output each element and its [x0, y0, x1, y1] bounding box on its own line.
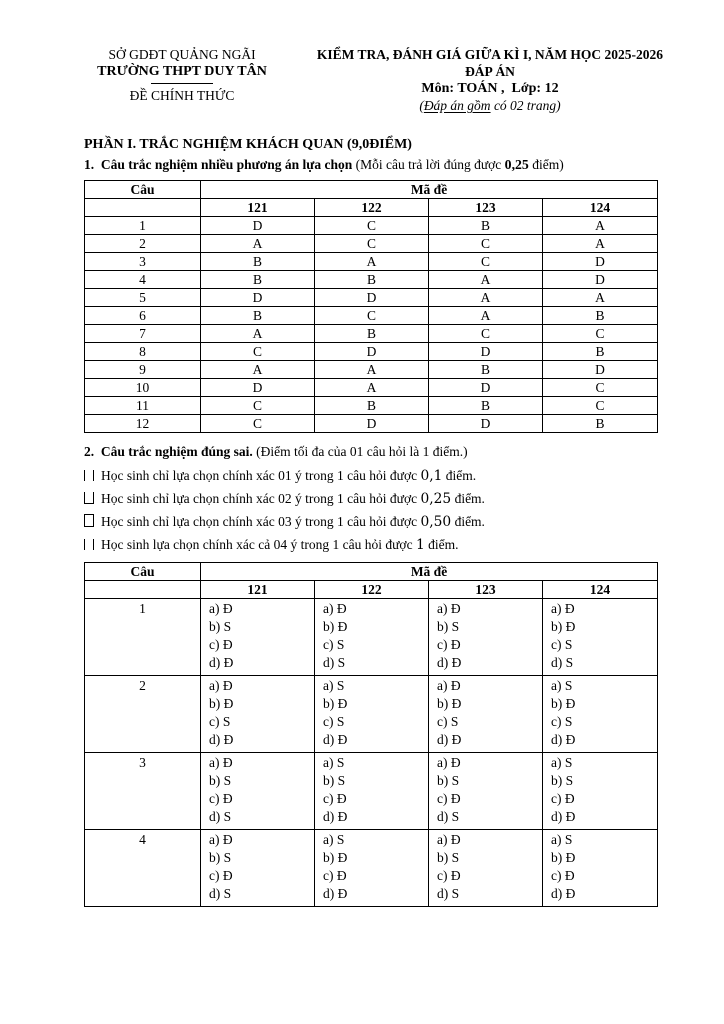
- answer-line: c) Đ: [437, 791, 461, 806]
- mcq-head-row-1: [85, 181, 658, 199]
- scoring-rule-line: [84, 513, 700, 531]
- checkbox-bars-icon: [84, 470, 94, 481]
- answer-cell: D: [429, 379, 543, 397]
- answer-line: b) Đ: [437, 696, 462, 711]
- answer-line: c) Đ: [437, 868, 461, 883]
- q2-lead: 2. Câu trắc nghiệm đúng sai.: [84, 444, 257, 459]
- answer-cell: B: [543, 343, 658, 361]
- answer-line: c) S: [551, 637, 573, 652]
- answer-cell: D: [429, 415, 543, 433]
- question-type-1-line: [84, 156, 700, 174]
- exam-title: KIỂM TRA, ĐÁNH GIÁ GIỮA KÌ I, NĂM HỌC 2025-2026: [316, 47, 664, 62]
- answer-cell: B: [201, 307, 315, 325]
- answer-line: b) S: [209, 850, 232, 865]
- answer-cell: [429, 599, 543, 676]
- answer-line: a) S: [323, 678, 345, 693]
- answer-line: c) Đ: [323, 868, 347, 883]
- code-header-123: 123: [429, 581, 543, 599]
- rule-tail: điểm.: [424, 537, 459, 552]
- question-number: 3: [85, 253, 201, 271]
- note-rest: có 02 trang): [490, 98, 561, 113]
- table-row: [85, 217, 658, 235]
- rule-tail: điểm.: [451, 514, 485, 529]
- rule-tail: điểm.: [451, 491, 485, 506]
- answer-cell: [429, 753, 543, 830]
- answer-cell: A: [315, 379, 429, 397]
- answer-line: a) Đ: [323, 601, 347, 616]
- code-header-122: 122: [315, 581, 429, 599]
- rule-tail: điểm.: [442, 468, 477, 483]
- answer-cell: A: [543, 217, 658, 235]
- code-header-123: 123: [429, 199, 543, 217]
- answer-cell: C: [315, 235, 429, 253]
- answer-line: b) Đ: [551, 696, 576, 711]
- answer-cell: B: [429, 397, 543, 415]
- answer-line: b) Đ: [323, 696, 348, 711]
- answer-line: a) Đ: [209, 755, 233, 770]
- rule-text: Học sinh chỉ lựa chọn chính xác 02 ý trong 1 câu hỏi được: [101, 491, 421, 506]
- answer-cell: D: [201, 289, 315, 307]
- answer-line: b) S: [209, 619, 232, 634]
- answer-cell: B: [543, 307, 658, 325]
- table-row: [85, 325, 658, 343]
- answer-cell: A: [543, 289, 658, 307]
- question-number: 2: [85, 235, 201, 253]
- tf-head-row-1: [85, 563, 658, 581]
- answer-cell: [201, 599, 315, 676]
- answer-key-label: ĐÁP ÁN: [465, 64, 515, 79]
- table-row: [85, 676, 658, 753]
- part1-heading: PHẦN I. TRẮC NGHIỆM KHÁCH QUAN (9,0ĐIỂM): [84, 137, 412, 152]
- table-row: [85, 253, 658, 271]
- answer-cell: A: [201, 325, 315, 343]
- answer-cell: C: [429, 325, 543, 343]
- answer-line: c) S: [209, 714, 231, 729]
- rule-text: Học sinh chỉ lựa chọn chính xác 03 ý trong 1 câu hỏi được: [101, 514, 421, 529]
- answer-line: d) S: [437, 809, 460, 824]
- answer-line: a) S: [323, 832, 345, 847]
- mcq-table-head: [85, 181, 658, 217]
- issuing-authority-block: [84, 46, 280, 114]
- tf-head-row-2: [85, 581, 658, 599]
- answer-line: a) S: [323, 755, 345, 770]
- answer-line: b) S: [551, 773, 574, 788]
- answer-line: d) S: [323, 655, 346, 670]
- answer-line: d) Đ: [437, 655, 462, 670]
- answer-line: a) Đ: [551, 601, 575, 616]
- answer-cell: B: [543, 415, 658, 433]
- answer-line: c) S: [323, 637, 345, 652]
- answer-line: b) Đ: [551, 619, 576, 634]
- answer-line: c) S: [551, 714, 573, 729]
- answer-line: a) Đ: [437, 601, 461, 616]
- question-number: 5: [85, 289, 201, 307]
- checkbox-open-top-icon: [84, 492, 94, 504]
- question-type-2-line: [84, 443, 700, 461]
- truefalse-answers-table: [84, 562, 658, 907]
- table-row: [85, 415, 658, 433]
- rule-score: 0,1: [420, 468, 443, 484]
- answer-cell: D: [543, 271, 658, 289]
- answer-cell: B: [201, 271, 315, 289]
- answer-cell: [201, 830, 315, 907]
- answer-cell: B: [429, 361, 543, 379]
- answer-cell: A: [429, 307, 543, 325]
- answer-cell: C: [201, 397, 315, 415]
- answer-line: a) Đ: [209, 832, 233, 847]
- page-count-note: [280, 97, 700, 114]
- answer-line: a) Đ: [209, 678, 233, 693]
- answer-cell: [429, 676, 543, 753]
- answer-cell: D: [543, 361, 658, 379]
- answer-line: a) Đ: [437, 832, 461, 847]
- note-underlined-part: Đáp án gồm: [423, 98, 491, 113]
- answer-cell: B: [315, 271, 429, 289]
- col-code-group-header: Mã đề: [201, 563, 658, 581]
- answer-cell: D: [315, 343, 429, 361]
- scoring-rule-line: [84, 490, 700, 508]
- answer-line: d) S: [437, 886, 460, 901]
- answer-line: b) S: [209, 773, 232, 788]
- mcq-head-row-2: [85, 199, 658, 217]
- answer-cell: [201, 753, 315, 830]
- empty-corner-cell: [85, 199, 201, 217]
- question-number: 8: [85, 343, 201, 361]
- q1-paren-pre: (Mỗi câu trả lời đúng được: [355, 157, 505, 172]
- question-number: 12: [85, 415, 201, 433]
- table-row: [85, 379, 658, 397]
- table-row: [85, 271, 658, 289]
- question-number: 6: [85, 307, 201, 325]
- answer-line: c) Đ: [209, 791, 233, 806]
- answer-cell: C: [543, 379, 658, 397]
- answer-line: c) Đ: [551, 791, 575, 806]
- rule-score: 0,25: [420, 491, 452, 507]
- answer-line: c) Đ: [551, 868, 575, 883]
- answer-line: d) Đ: [551, 809, 576, 824]
- table-row: [85, 307, 658, 325]
- mcq-answers-table: [84, 180, 658, 433]
- answer-line: d) Đ: [323, 809, 348, 824]
- answer-cell: D: [201, 379, 315, 397]
- answer-line: a) S: [551, 678, 573, 693]
- col-question-header: Câu: [85, 181, 201, 199]
- school-name: TRƯỜNG THPT DUY TÂN: [97, 64, 267, 79]
- answer-line: d) Đ: [551, 886, 576, 901]
- question-number: 11: [85, 397, 201, 415]
- answer-line: d) S: [209, 886, 232, 901]
- answer-line: d) Đ: [323, 732, 348, 747]
- answer-line: d) S: [551, 655, 574, 670]
- answer-line: b) S: [437, 850, 460, 865]
- answer-cell: A: [429, 289, 543, 307]
- scoring-rule-line: [84, 467, 700, 485]
- answer-line: b) S: [323, 773, 346, 788]
- answer-cell: C: [429, 235, 543, 253]
- answer-cell: [543, 753, 658, 830]
- answer-cell: [315, 599, 429, 676]
- official-exam-label: ĐỀ CHÍNH THỨC: [129, 88, 235, 103]
- answer-line: d) Đ: [209, 655, 234, 670]
- answer-cell: D: [543, 253, 658, 271]
- table-row: [85, 753, 658, 830]
- answer-cell: B: [429, 217, 543, 235]
- rule-text: Học sinh chỉ lựa chọn chính xác 01 ý trong 1 câu hỏi được: [101, 468, 421, 483]
- answer-cell: C: [201, 415, 315, 433]
- table-row: [85, 830, 658, 907]
- answer-cell: B: [315, 397, 429, 415]
- table-row: [85, 397, 658, 415]
- answer-cell: B: [315, 325, 429, 343]
- table-row: [85, 599, 658, 676]
- code-header-121: 121: [201, 199, 315, 217]
- rule-score: 0,50: [420, 514, 452, 530]
- question-number: 3: [85, 753, 201, 830]
- answer-line: c) S: [437, 714, 459, 729]
- table-row: [85, 361, 658, 379]
- exam-title-block: [280, 46, 700, 114]
- answer-cell: [543, 599, 658, 676]
- answer-cell: [543, 676, 658, 753]
- answer-line: b) S: [437, 619, 460, 634]
- answer-cell: C: [543, 325, 658, 343]
- checkbox-box-icon: [84, 514, 94, 527]
- answer-line: b) S: [437, 773, 460, 788]
- question-number: 2: [85, 676, 201, 753]
- question-number: 4: [85, 830, 201, 907]
- scoring-rules-list: [84, 467, 700, 554]
- answer-line: b) Đ: [323, 850, 348, 865]
- note-open-paren: (: [419, 98, 424, 113]
- truefalse-table-body: [85, 599, 658, 907]
- question-number: 4: [85, 271, 201, 289]
- answer-line: b) Đ: [323, 619, 348, 634]
- question-number: 1: [85, 599, 201, 676]
- answer-cell: C: [543, 397, 658, 415]
- answer-cell: A: [315, 253, 429, 271]
- answer-line: c) S: [323, 714, 345, 729]
- answer-cell: [429, 830, 543, 907]
- answer-line: d) Đ: [323, 886, 348, 901]
- answer-line: c) Đ: [437, 637, 461, 652]
- code-header-124: 124: [543, 581, 658, 599]
- answer-cell: A: [201, 235, 315, 253]
- checkbox-bars-icon: [84, 539, 94, 550]
- answer-cell: D: [315, 415, 429, 433]
- department-name: SỞ GDĐT QUẢNG NGÃI: [108, 47, 256, 62]
- answer-line: c) Đ: [209, 868, 233, 883]
- rule-text: Học sinh lựa chọn chính xác cả 04 ý trong 1 câu hỏi được: [101, 537, 416, 552]
- answer-line: a) Đ: [437, 678, 461, 693]
- empty-corner-cell: [85, 581, 201, 599]
- answer-line: b) Đ: [209, 696, 234, 711]
- answer-cell: C: [201, 343, 315, 361]
- answer-line: a) Đ: [437, 755, 461, 770]
- answer-line: d) Đ: [437, 732, 462, 747]
- col-question-header: Câu: [85, 563, 201, 581]
- answer-cell: B: [201, 253, 315, 271]
- answer-cell: A: [429, 271, 543, 289]
- rule-score: 1: [415, 537, 425, 553]
- answer-line: b) Đ: [551, 850, 576, 865]
- code-header-122: 122: [315, 199, 429, 217]
- answer-line: a) S: [551, 832, 573, 847]
- scoring-rule-line: [84, 536, 700, 554]
- answer-line: d) Đ: [551, 732, 576, 747]
- answer-cell: [315, 676, 429, 753]
- answer-cell: A: [543, 235, 658, 253]
- answer-line: a) Đ: [209, 601, 233, 616]
- table-row: [85, 235, 658, 253]
- answer-cell: A: [201, 361, 315, 379]
- q1-paren-post: điểm): [528, 157, 564, 172]
- answer-cell: D: [315, 289, 429, 307]
- answer-line: d) Đ: [209, 732, 234, 747]
- subject-grade-line: Môn: TOÁN , Lớp: 12: [421, 81, 559, 96]
- header-divider-rule: [151, 83, 213, 84]
- answer-line: c) Đ: [323, 791, 347, 806]
- q2-paren: (Điểm tối đa của 01 câu hỏi là 1 điểm.): [256, 444, 468, 459]
- question-number: 1: [85, 217, 201, 235]
- answer-cell: A: [315, 361, 429, 379]
- q1-lead: 1. Câu trắc nghiệm nhiều phương án lựa chọn: [84, 157, 356, 172]
- answer-line: a) S: [551, 755, 573, 770]
- answer-cell: D: [201, 217, 315, 235]
- code-header-121: 121: [201, 581, 315, 599]
- document-header: [84, 46, 700, 114]
- mcq-table-body: [85, 217, 658, 433]
- col-code-group-header: Mã đề: [201, 181, 658, 199]
- answer-line: c) Đ: [209, 637, 233, 652]
- answer-cell: [201, 676, 315, 753]
- answer-cell: C: [429, 253, 543, 271]
- answer-cell: C: [315, 217, 429, 235]
- question-number: 9: [85, 361, 201, 379]
- answer-cell: [315, 830, 429, 907]
- table-row: [85, 289, 658, 307]
- answer-cell: [543, 830, 658, 907]
- answer-cell: D: [429, 343, 543, 361]
- question-number: 7: [85, 325, 201, 343]
- answer-cell: C: [315, 307, 429, 325]
- q1-score: 0,25: [504, 157, 529, 172]
- question-number: 10: [85, 379, 201, 397]
- code-header-124: 124: [543, 199, 658, 217]
- table-row: [85, 343, 658, 361]
- answer-line: d) S: [209, 809, 232, 824]
- truefalse-table-head: [85, 563, 658, 599]
- answer-cell: [315, 753, 429, 830]
